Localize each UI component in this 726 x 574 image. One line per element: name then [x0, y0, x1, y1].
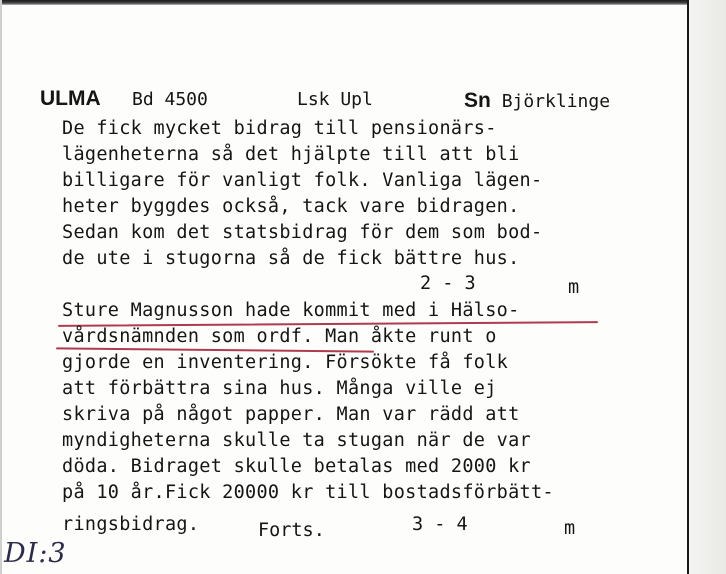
parish-name: Björklinge	[501, 91, 611, 112]
text-line: billigare för vanligt folk. Vanliga lägen-	[62, 170, 543, 191]
parish	[464, 89, 610, 113]
text-line: myndigheterna skulle ta stugan när de var	[62, 430, 531, 451]
text-line: lägenheterna så det hjälpte till att bli	[62, 144, 520, 165]
text-line: ringsbidrag.	[62, 514, 200, 535]
page-mark: 2 - 3	[420, 273, 476, 294]
card-top-edge	[0, 0, 726, 5]
volume-number: Bd 4500	[132, 89, 208, 110]
card-right-edge	[687, 0, 726, 574]
text-line: gjorde en inventering. Försökte få folk	[62, 352, 509, 373]
text-line: att förbättra sina hus. Många ville ej	[62, 378, 497, 399]
handwritten-note: DI:3	[4, 538, 67, 569]
parish-label: Sn	[464, 89, 491, 112]
card-left-edge	[0, 0, 2, 574]
text-line: De fick mycket bidrag till pensionärs-	[62, 118, 497, 139]
province: Lsk Upl	[297, 89, 373, 110]
continued-label: Forts.	[258, 520, 325, 541]
page-mark: 3 - 4	[412, 514, 468, 535]
text-line-underlined: Sture Magnusson hade kommit med i Hälso-	[62, 300, 520, 321]
text-line: de ute i stugorna så de fick bättre hus.	[62, 248, 520, 269]
page-mark-unit: m	[568, 277, 580, 298]
text-line: döda. Bidraget skulle betalas med 2000 kr	[62, 456, 531, 477]
text-line: heter byggdes också, tack vare bidragen.	[62, 196, 520, 217]
text-line: skriva på något papper. Man var rädd att	[62, 404, 520, 425]
card-header	[40, 86, 660, 114]
archive-name: ULMA	[40, 87, 101, 110]
text-line: Sedan kom det statsbidrag för dem som bod-	[62, 222, 543, 243]
page-mark-unit: m	[564, 518, 576, 539]
text-line: på 10 år.Fick 20000 kr till bostadsförbätt-	[62, 482, 554, 503]
text-line-underlined: vårdsnämnden som ordf. Man åkte runt o	[62, 326, 497, 347]
